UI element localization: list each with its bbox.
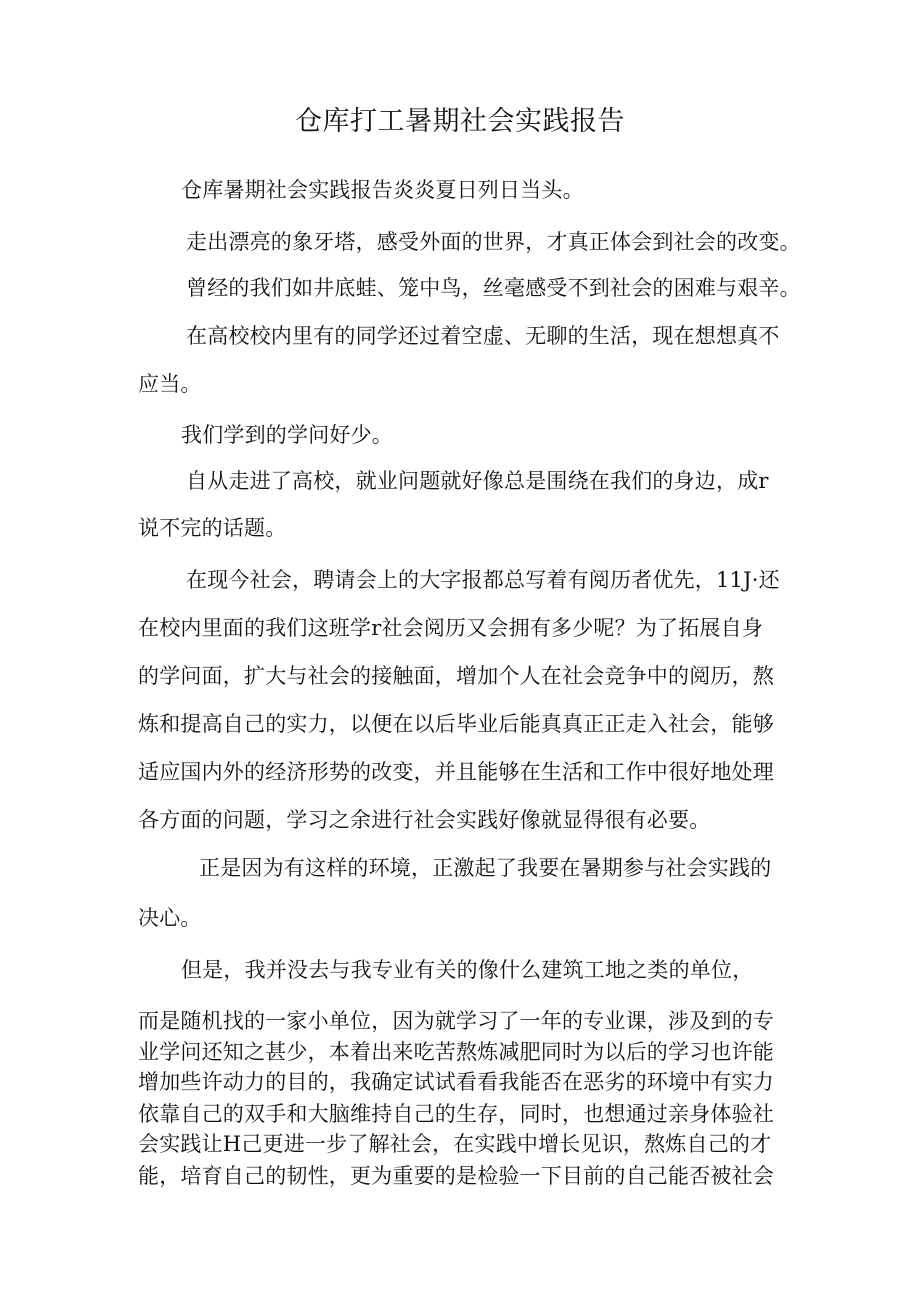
text-line: 在现今社会，聘请会上的大字报都总写着有阅历者优先，11J·还 [186,568,780,592]
text-line: 能，培育自己的韧性，更为重要的是检验一下目前的自己能否被社会 [138,1164,774,1188]
text-line: 而是随机找的一家小单位，因为就学习了一年的专业课，涉及到的专 [138,1009,774,1033]
text-line: 业学问还知之甚少，本着出来吃苦熬炼减肥同时为以后的学习也许能 [138,1040,774,1064]
text-line: 依靠自己的双手和大脑维持自己的生存，同时，也想通过亲身体验社 [138,1102,774,1126]
text-line: 曾经的我们如井底蛙、笼中鸟，丝毫感受不到社会的困难与艰辛。 [186,276,801,300]
text-line: 但是，我并没去与我专业有关的像什么建筑工地之类的单位， [181,958,754,982]
text-line: 适应国内外的经济形势的改变，并且能够在生活和工作中很好地处理 [138,760,774,784]
text-line: 的学问面，扩大与社会的接触面，增加个人在社会竞争中的阅历，熬 [138,664,774,688]
text-line: 应当。 [138,372,202,396]
text-line: 自从走进了高校，就业问题就好像总是围绕在我们的身边，成r [186,469,769,493]
text-line: 说不完的话题。 [138,516,287,540]
text-line: 仓库暑期社会实践报告炎炎夏日列日当头。 [181,178,584,202]
text-line: 会实践让H己更进一步了解社会，在实践中增长见识，熬炼自己的才 [138,1132,772,1156]
text-line: 在校内里面的我们这班学r社会阅历又会拥有多少呢？为了拓展自身 [138,616,764,640]
text-line: 各方面的问题，学习之余进行社会实践好像就显得很有必要。 [138,808,711,832]
text-line: 炼和提高自己的实力，以便在以后毕业后能真真正正走入社会，能够 [138,712,774,736]
text-line: 在高校校内里有的同学还过着空虚、无聊的生活，现在想想真不 [186,324,780,348]
text-line: 我们学到的学问好少。 [181,423,393,447]
text-line: 决心。 [138,906,202,930]
document-title: 仓库打工暑期社会实践报告 [295,106,625,137]
text-line: 增加些许动力的目的，我确定试试看看我能否在恶劣的环境中有实力 [138,1070,774,1094]
text-line: 正是因为有这样的环境，正激起了我要在暑期参与社会实践的 [199,856,772,880]
text-line: 走出漂亮的象牙塔，感受外面的世界，才真正体会到社会的改变。 [186,230,801,254]
